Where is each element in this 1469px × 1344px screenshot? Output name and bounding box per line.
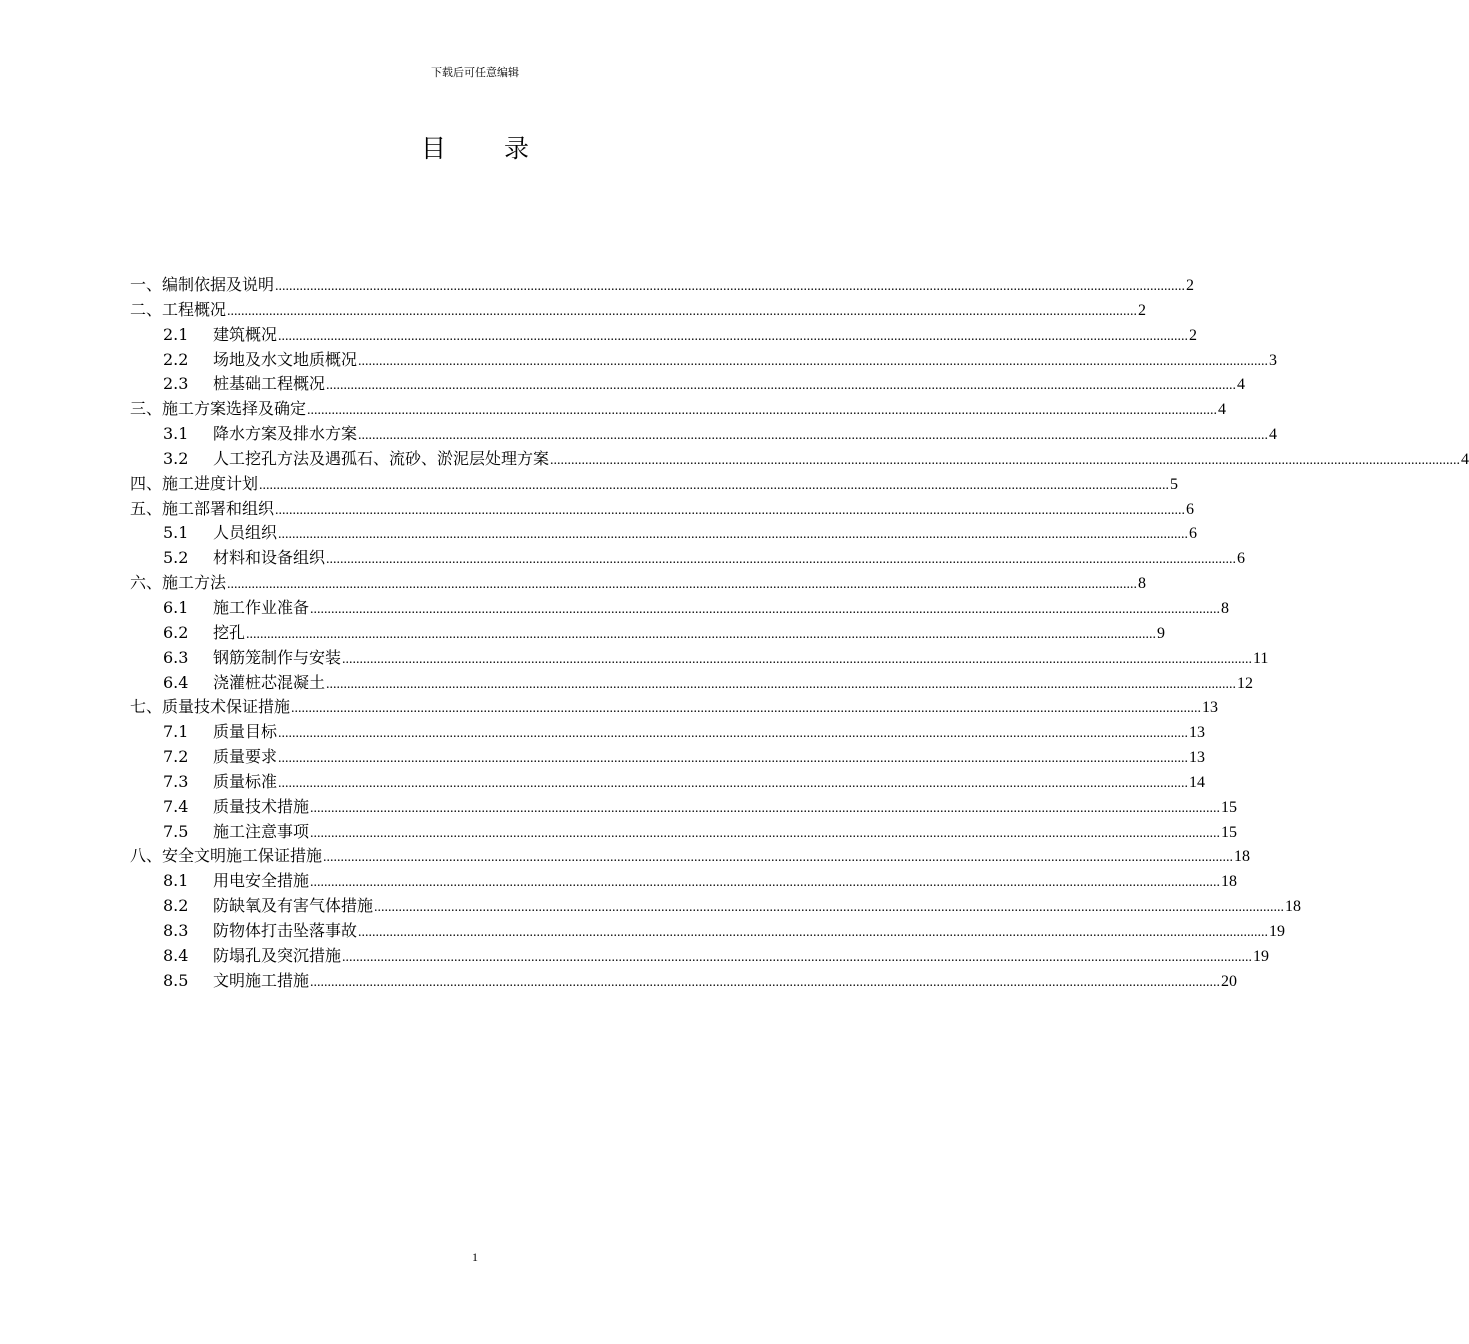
toc-entry[interactable] [130, 844, 1251, 869]
toc-entry-label: 一、编制依据及说明 [130, 275, 275, 294]
toc-entry-number: 8.1 [163, 871, 189, 891]
toc-dot-leader: .................................................................................................................................................................................................................................................................... [358, 428, 1269, 444]
toc-dot-leader: .................................................................................................................................................................................................................................................................... [358, 353, 1269, 369]
toc-entry-page: 5 [1170, 475, 1179, 493]
toc-entry-page: 9 [1157, 624, 1166, 642]
toc-dot-leader: .................................................................................................................................................................................................................................................................... [278, 527, 1189, 543]
toc-entry-number: 8.3 [163, 920, 189, 940]
toc-entry-label: 人工挖孔方法及遇孤石、流砂、淤泥层处理方案 [213, 448, 550, 468]
toc-entry-page: 20 [1221, 972, 1238, 990]
toc-entry[interactable] [130, 795, 1238, 820]
toc-entry-label: 三、施工方案选择及确定 [130, 399, 307, 419]
toc-entry-number: 7.3 [163, 771, 189, 791]
toc-entry-page: 4 [1269, 426, 1278, 444]
toc-entry-label: 建筑概况 [213, 324, 278, 344]
toc-entry-page: 15 [1221, 823, 1238, 841]
toc-entry-page: 6 [1186, 500, 1195, 518]
toc-dot-leader: .................................................................................................................................................................................................................................................................... [358, 924, 1269, 940]
toc-entry-page: 14 [1189, 773, 1206, 791]
page-header: 下载后可任意编辑 [431, 66, 519, 79]
toc-entry-label: 七、质量技术保证措施 [130, 697, 291, 717]
toc-entry-page: 3 [1269, 351, 1278, 369]
toc-entry-page: 2 [1189, 326, 1198, 344]
toc-entry[interactable] [130, 720, 1206, 745]
toc-dot-leader: .................................................................................................................................................................................................................................................................... [310, 875, 1221, 891]
toc-entry-page: 19 [1269, 922, 1286, 940]
toc-entry-label: 质量标准 [213, 771, 278, 791]
toc-dot-leader: .................................................................................................................................................................................................................................................................... [310, 601, 1221, 617]
toc-entry-page: 13 [1189, 724, 1206, 742]
toc-dot-leader: .................................................................................................................................................................................................................................................................... [326, 378, 1237, 394]
toc-entry-page: 2 [1186, 277, 1195, 294]
toc-entry-page: 11 [1253, 649, 1269, 667]
toc-dot-leader: .................................................................................................................................................................................................................................................................... [342, 949, 1253, 965]
toc-dot-leader: .................................................................................................................................................................................................................................................................... [278, 751, 1189, 767]
toc-entry[interactable] [130, 472, 1179, 497]
toc-entry-number: 6.4 [163, 672, 189, 692]
toc-entry-label: 施工注意事项 [213, 821, 310, 841]
toc-entry-label: 四、施工进度计划 [130, 473, 259, 493]
toc-entry-number: 8.2 [163, 896, 189, 916]
toc-entry[interactable] [130, 770, 1206, 795]
toc-dot-leader: .................................................................................................................................................................................................................................................................... [227, 577, 1138, 593]
toc-entry-label: 挖孔 [213, 622, 246, 642]
toc-entry-number: 3.2 [163, 448, 189, 468]
toc-entry-number: 7.5 [163, 821, 189, 841]
toc-entry[interactable] [130, 695, 1219, 720]
toc-entry-label: 质量技术措施 [213, 796, 310, 816]
toc-dot-leader: .................................................................................................................................................................................................................................................................... [278, 775, 1189, 791]
toc-dot-leader: .................................................................................................................................................................................................................................................................... [374, 900, 1285, 916]
toc-dot-leader: .................................................................................................................................................................................................................................................................... [310, 825, 1221, 841]
toc-entry-label: 五、施工部署和组织 [130, 498, 275, 518]
toc-entry-label: 施工作业准备 [213, 597, 310, 617]
toc-dot-leader: .................................................................................................................................................................................................................................................................... [227, 303, 1138, 319]
toc-entry-number: 8.4 [163, 945, 189, 965]
toc-entry-label: 钢筋笼制作与安装 [213, 647, 342, 667]
toc-entry[interactable] [130, 348, 1278, 373]
toc-entry-label: 文明施工措施 [213, 970, 310, 990]
toc-entry[interactable] [130, 497, 1195, 522]
toc-entry[interactable] [130, 646, 1269, 671]
toc-entry-label: 质量要求 [213, 747, 278, 767]
toc-entry-page: 8 [1221, 599, 1230, 617]
toc-entry-number: 2.3 [163, 374, 189, 394]
toc-entry[interactable] [130, 745, 1206, 770]
toc-entry-page: 4 [1237, 376, 1246, 394]
toc-dot-leader: .................................................................................................................................................................................................................................................................... [550, 452, 1461, 468]
toc-entry-label: 质量目标 [213, 722, 278, 742]
toc-entry-number: 5.2 [163, 548, 189, 568]
toc-entry[interactable] [130, 422, 1278, 447]
toc-dot-leader: .................................................................................................................................................................................................................................................................... [278, 726, 1189, 742]
toc-entry[interactable] [130, 521, 1198, 546]
toc-entry-number: 2.2 [163, 349, 189, 369]
toc-dot-leader: .................................................................................................................................................................................................................................................................... [310, 974, 1221, 990]
toc-entry-page: 18 [1285, 898, 1302, 916]
toc-dot-leader: .................................................................................................................................................................................................................................................................... [275, 279, 1186, 294]
toc-dot-leader: .................................................................................................................................................................................................................................................................... [275, 502, 1186, 518]
toc-dot-leader: .................................................................................................................................................................................................................................................................... [310, 800, 1221, 816]
toc-entry[interactable] [130, 671, 1254, 696]
toc-entry-page: 8 [1138, 575, 1147, 593]
toc-dot-leader: .................................................................................................................................................................................................................................................................... [323, 850, 1234, 866]
toc-entry-page: 6 [1189, 525, 1198, 543]
toc-entry-page: 15 [1221, 798, 1238, 816]
toc-entry-page: 18 [1221, 873, 1238, 891]
toc-entry-label: 场地及水文地质概况 [213, 349, 358, 369]
toc-entry-number: 3.1 [163, 424, 189, 444]
toc-entry-label: 防物体打击坠落事故 [213, 920, 358, 940]
toc-entry[interactable] [130, 820, 1238, 845]
toc-title: 目录 [420, 134, 587, 163]
toc-entry-page: 13 [1189, 749, 1206, 767]
toc-entry-number: 8.5 [163, 970, 189, 990]
toc-dot-leader: .................................................................................................................................................................................................................................................................... [326, 552, 1237, 568]
toc-entry-label: 防缺氧及有害气体措施 [213, 896, 374, 916]
toc-dot-leader: .................................................................................................................................................................................................................................................................... [246, 626, 1157, 642]
toc-entry[interactable] [130, 273, 1195, 298]
toc-entry-label: 桩基础工程概况 [213, 374, 326, 394]
toc-dot-leader: .................................................................................................................................................................................................................................................................... [342, 651, 1253, 667]
toc-entry-page: 4 [1461, 450, 1469, 468]
toc-dot-leader: .................................................................................................................................................................................................................................................................... [307, 403, 1218, 419]
toc-entry[interactable] [130, 298, 1147, 323]
toc-entry-label: 八、安全文明施工保证措施 [130, 846, 323, 866]
toc-entry-label: 二、工程概况 [130, 299, 227, 319]
toc-entry[interactable] [130, 869, 1238, 894]
toc-entry[interactable] [130, 969, 1238, 994]
toc-entry[interactable] [130, 919, 1286, 944]
toc-dot-leader: .................................................................................................................................................................................................................................................................... [326, 676, 1237, 692]
toc-entry[interactable] [130, 571, 1147, 596]
toc-entry-label: 人员组织 [213, 523, 278, 543]
toc-entry-page: 2 [1138, 301, 1147, 319]
toc-entry-number: 6.3 [163, 647, 189, 667]
toc-entry-label: 浇灌桩芯混凝土 [213, 672, 326, 692]
toc-dot-leader: .................................................................................................................................................................................................................................................................... [278, 328, 1189, 344]
table-of-contents [130, 273, 1469, 993]
toc-entry-number: 7.1 [163, 722, 189, 742]
toc-dot-leader: .................................................................................................................................................................................................................................................................... [291, 701, 1202, 717]
toc-entry-label: 六、施工方法 [130, 573, 227, 593]
toc-entry[interactable] [130, 546, 1246, 571]
toc-entry-number: 7.4 [163, 796, 189, 816]
toc-entry-number: 6.2 [163, 622, 189, 642]
toc-entry-label: 用电安全措施 [213, 871, 310, 891]
toc-entry[interactable] [130, 894, 1302, 919]
toc-entry[interactable] [130, 372, 1246, 397]
toc-dot-leader: .................................................................................................................................................................................................................................................................... [259, 477, 1170, 493]
toc-entry[interactable] [130, 596, 1230, 621]
page-number: 1 [472, 1250, 478, 1264]
toc-entry-page: 13 [1202, 699, 1219, 717]
toc-entry-number: 6.1 [163, 597, 189, 617]
toc-entry-page: 6 [1237, 550, 1246, 568]
toc-entry-page: 19 [1253, 947, 1270, 965]
toc-entry-label: 防塌孔及突沉措施 [213, 945, 342, 965]
toc-entry[interactable] [130, 397, 1227, 422]
toc-entry-page: 12 [1237, 674, 1254, 692]
toc-entry-label: 降水方案及排水方案 [213, 424, 358, 444]
toc-entry-label: 材料和设备组织 [213, 548, 326, 568]
toc-entry[interactable] [130, 447, 1469, 472]
toc-entry[interactable] [130, 621, 1166, 646]
toc-entry-number: 2.1 [163, 324, 189, 344]
toc-entry[interactable] [130, 323, 1198, 348]
toc-entry-page: 18 [1234, 848, 1251, 866]
toc-entry-page: 4 [1218, 401, 1227, 419]
toc-entry-number: 5.1 [163, 523, 189, 543]
toc-entry[interactable] [130, 944, 1270, 969]
toc-entry-number: 7.2 [163, 747, 189, 767]
